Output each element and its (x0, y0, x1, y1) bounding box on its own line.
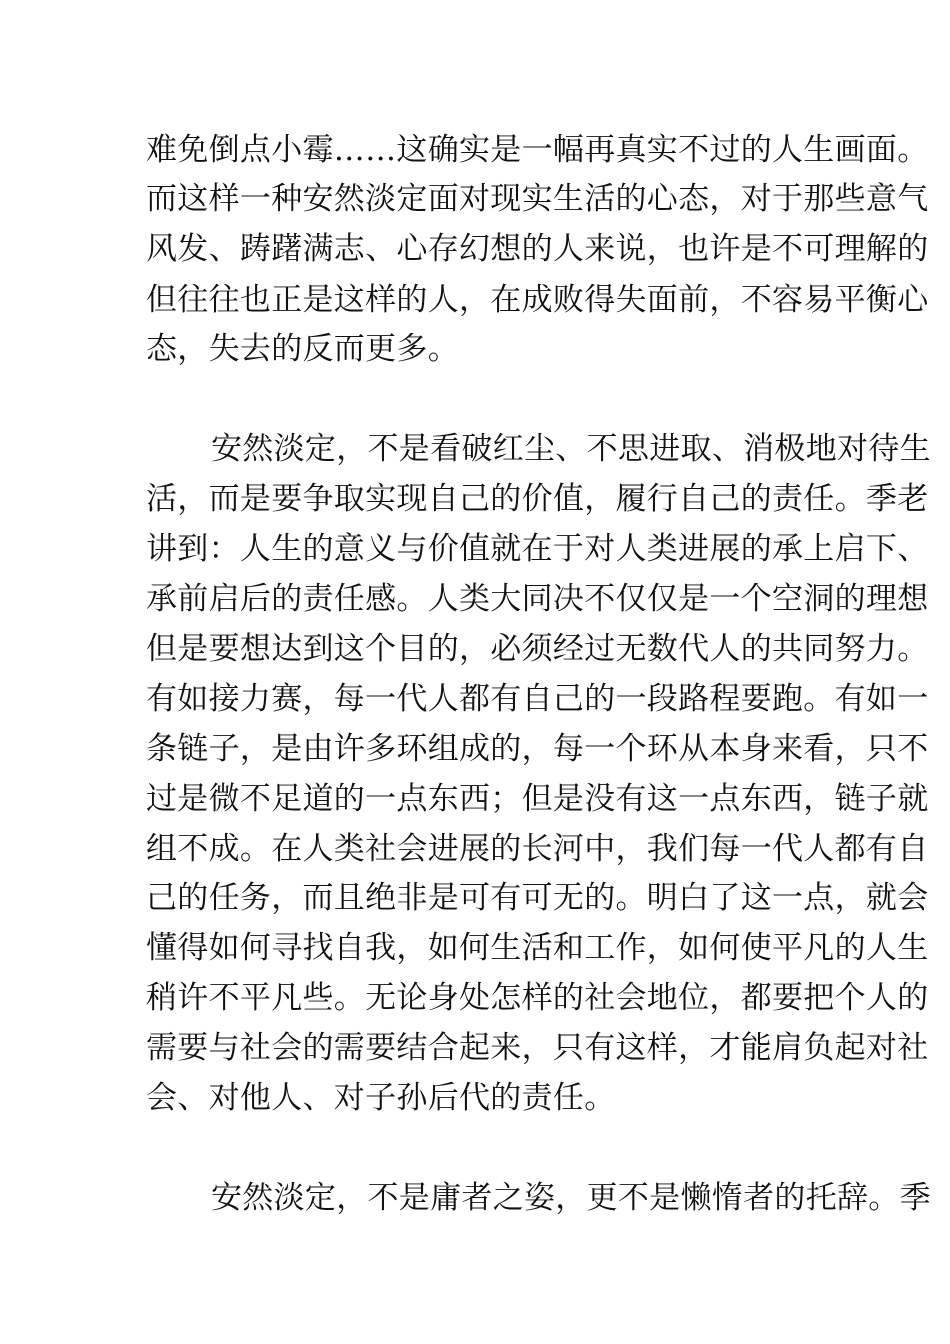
paragraph-2-line-4: 承前启后的责任感。人类大同决不仅仅是一个空洞的理想 (146, 581, 929, 617)
paragraph-2-line-11: 懂得如何寻找自我，如何生活和工作，如何使平凡的人生 (146, 930, 929, 966)
paragraph-2-line-8: 过是微不足道的一点东西；但是没有这一点东西，链子就 (146, 781, 929, 817)
paragraph-1-line-3: 风发、踌躇满志、心存幻想的人来说，也许是不可理解的 (146, 231, 929, 267)
paragraph-2-line-14: 会、对他人、对子孙后代的责任。 (146, 1080, 616, 1116)
paragraph-1-line-5: 态，失去的反而更多。 (146, 331, 459, 367)
paragraph-2-line-10: 己的任务，而且绝非是可有可无的。明白了这一点，就会 (146, 880, 929, 916)
paragraph-2-line-6: 有如接力赛，每一代人都有自己的一段路程要跑。有如一 (146, 681, 929, 717)
paragraph-2-line-3: 讲到：人生的意义与价值就在于对人类进展的承上启下、 (146, 531, 929, 567)
paragraph-2-line-7: 条链子，是由许多环组成的，每一个环从本身来看，只不 (146, 731, 929, 767)
paragraph-2-line-1: 安然淡定，不是看破红尘、不思进取、消极地对待生 (211, 431, 931, 467)
paragraph-3-line-1: 安然淡定，不是庸者之姿，更不是懒惰者的托辞。季 (211, 1180, 931, 1216)
paragraph-2-line-13: 需要与社会的需要结合起来，只有这样，才能肩负起对社 (146, 1030, 929, 1066)
paragraph-1-line-2: 而这样一种安然淡定面对现实生活的心态，对于那些意气 (146, 181, 929, 217)
paragraph-1-line-1: 难免倒点小霉……这确实是一幅再真实不过的人生画面。 (146, 132, 929, 168)
paragraph-2-line-12: 稍许不平凡些。无论身处怎样的社会地位，都要把个人的 (146, 980, 929, 1016)
paragraph-2-line-2: 活，而是要争取实现自己的价值，履行自己的责任。季老 (146, 481, 929, 517)
paragraph-1-line-4: 但往往也正是这样的人，在成败得失面前，不容易平衡心 (146, 282, 929, 318)
paragraph-2-line-5: 但是要想达到这个目的，必须经过无数代人的共同努力。 (146, 631, 929, 667)
paragraph-2-line-9: 组不成。在人类社会进展的长河中，我们每一代人都有自 (146, 831, 929, 867)
